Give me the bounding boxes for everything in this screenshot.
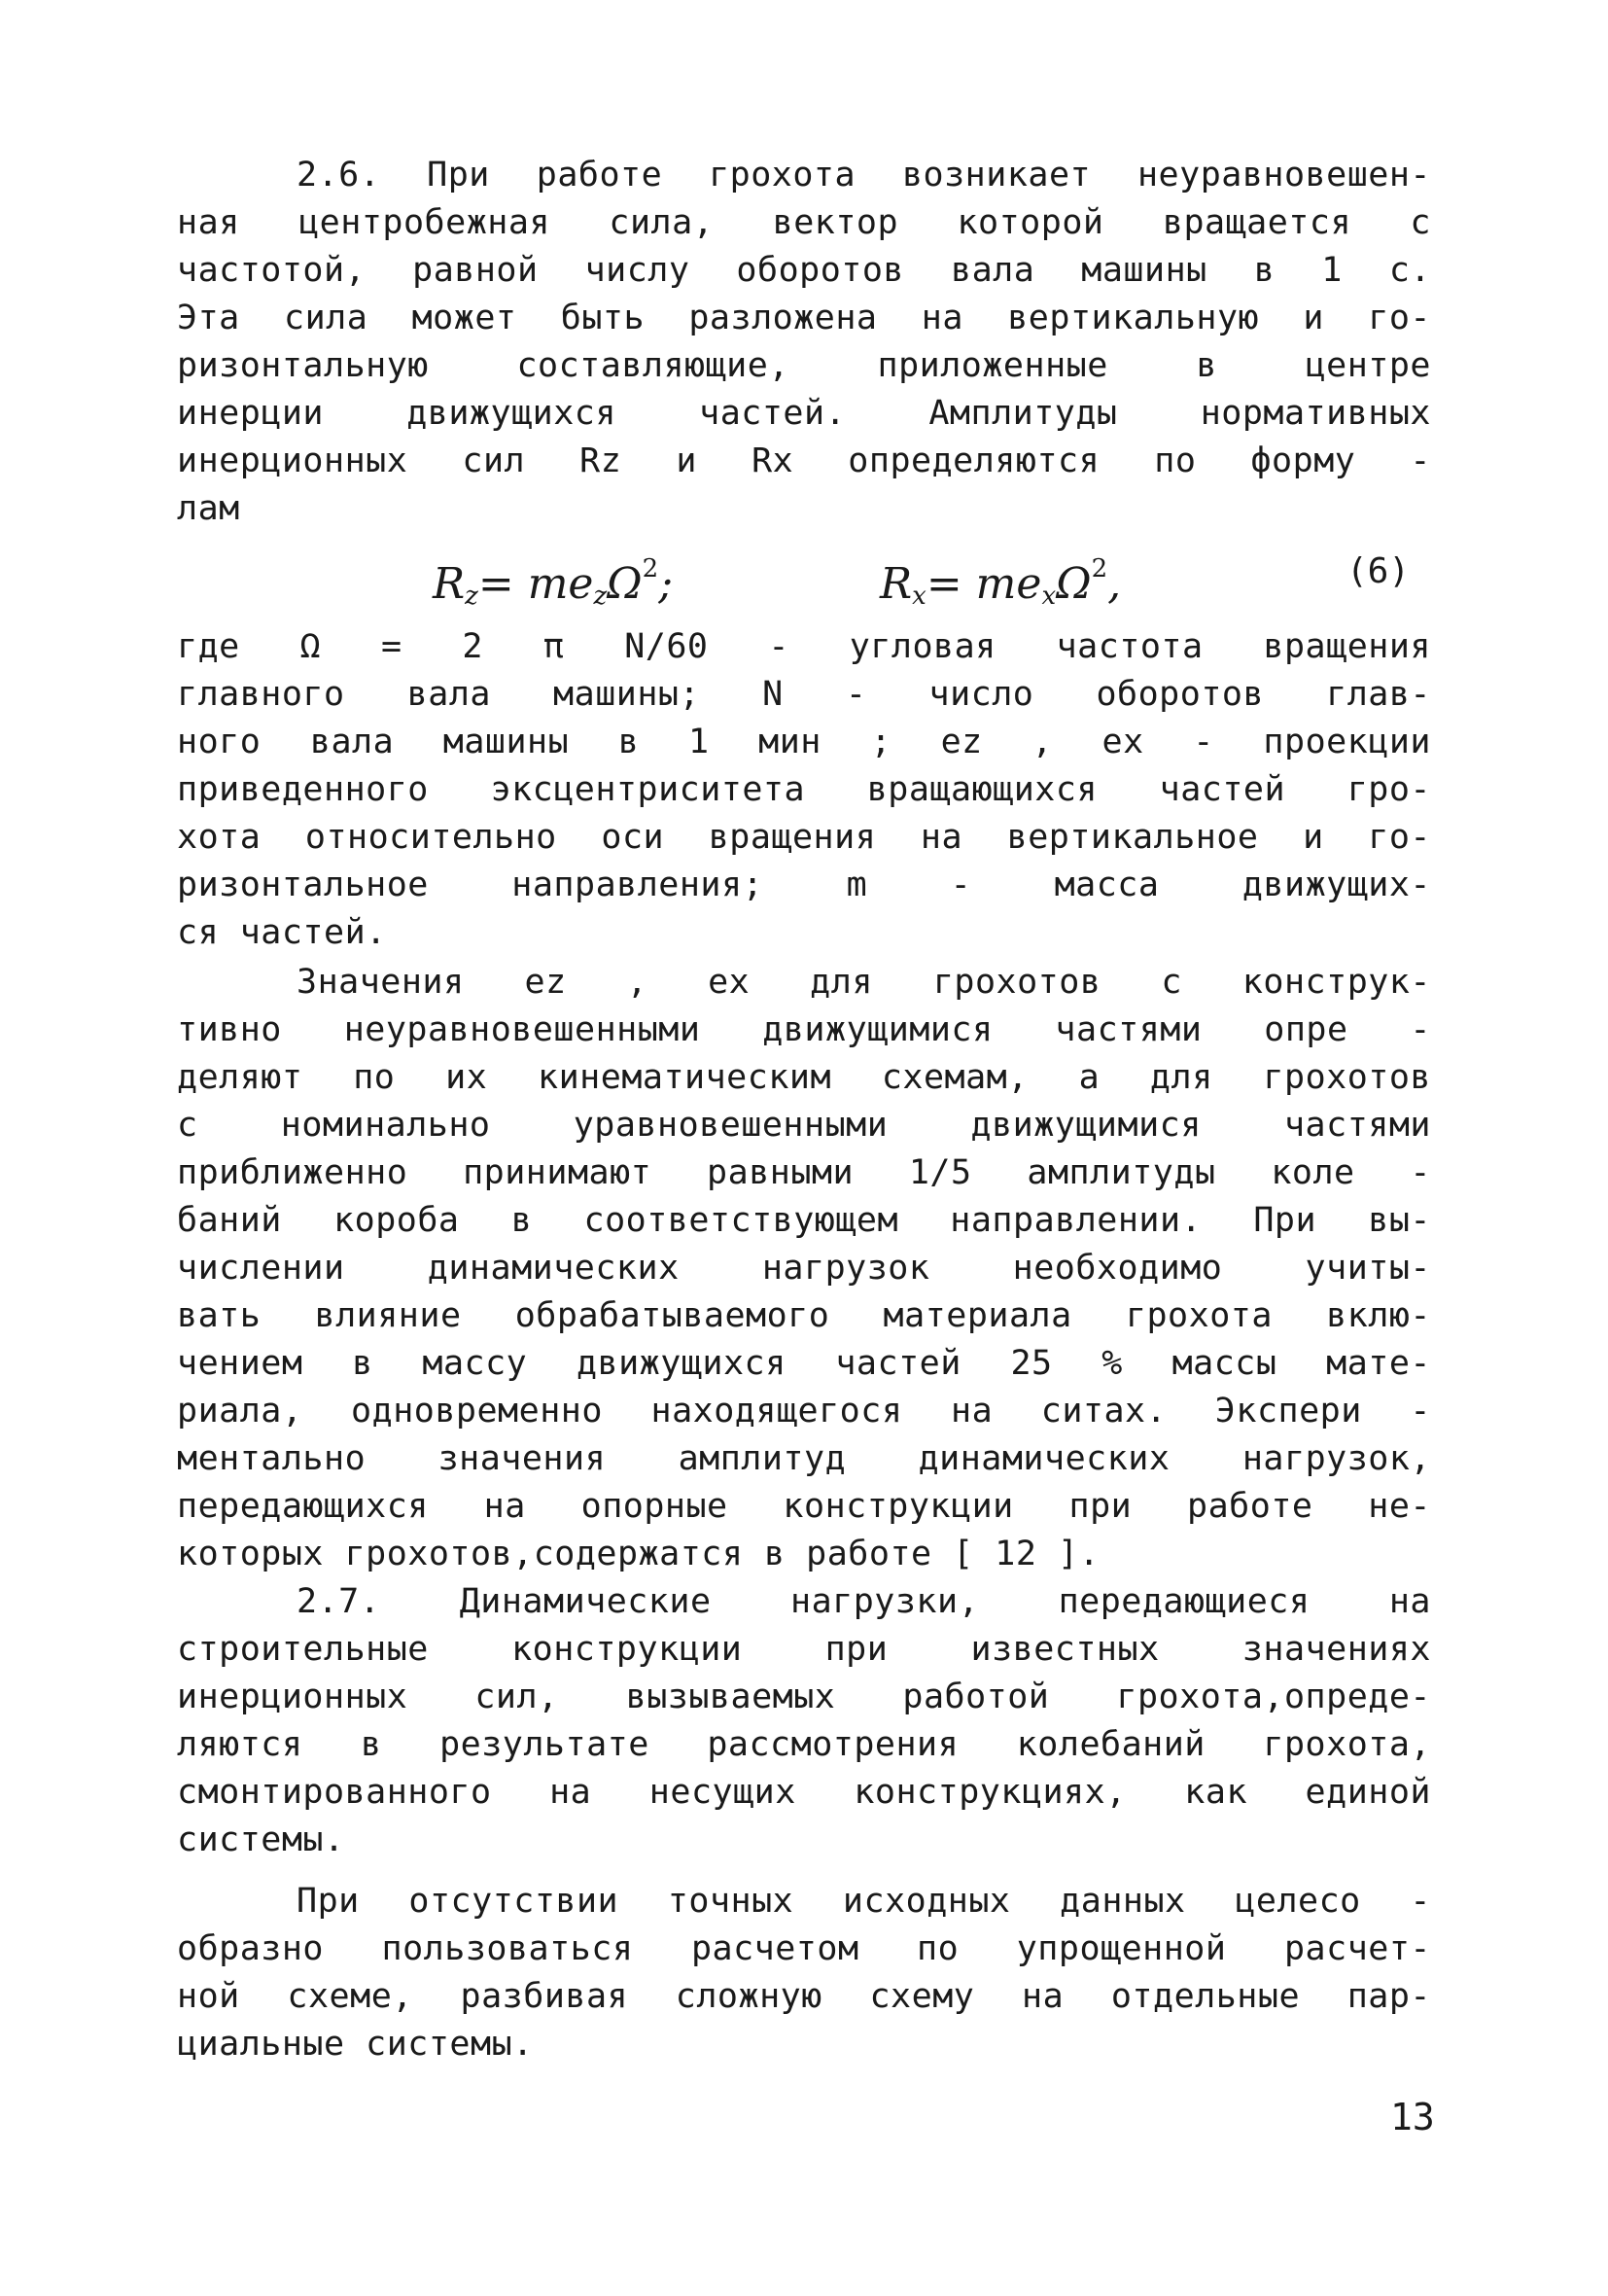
formula-number bbox=[1346, 540, 1410, 601]
text-line: инерции движущихся частей. Амплитуды нормативных bbox=[177, 394, 1431, 433]
text-line: деляют по их кинематическим схемам, а для грохотов bbox=[177, 1058, 1431, 1097]
text-line: ная центробежная сила, вектор которой вращается с bbox=[177, 203, 1431, 242]
text-line: ризонтальное направления; m - масса движущих- bbox=[177, 865, 1431, 904]
text-line: где Ω = 2 π N/60 - угловая частота вращения bbox=[177, 627, 1431, 666]
text-line: ментально значения амплитуд динамических нагрузок, bbox=[177, 1439, 1431, 1478]
text-line: главного вала машины; N - число оборотов глав- bbox=[177, 675, 1431, 714]
text-line: числении динамических нагрузок необходимо учиты- bbox=[177, 1249, 1431, 1288]
formula-superscript: 2 bbox=[1091, 554, 1108, 583]
text-line: инерционных сил Rz и Rx определяются по форму - bbox=[177, 442, 1431, 480]
formula-symbol: Ω bbox=[1056, 559, 1092, 609]
text-line: лам bbox=[177, 489, 240, 528]
text-line: передающихся на опорные конструкции при работе не- bbox=[177, 1487, 1431, 1526]
formula-rx bbox=[880, 540, 1121, 625]
formula-rz bbox=[433, 540, 673, 625]
text-line: с номинально уравновешенными движущимися частями bbox=[177, 1106, 1431, 1145]
text-line: Эта сила может быть разложена на вертикальную и го- bbox=[177, 299, 1431, 337]
formula-symbol: Ω bbox=[607, 559, 643, 609]
text-line: смонтированного на несущих конструкциях, как единой bbox=[177, 1773, 1431, 1812]
text-line: ного вала машины в 1 мин ; ez , ex - проекции bbox=[177, 723, 1431, 761]
text-line: вать влияние обрабатываемого материала грохота вклю- bbox=[177, 1296, 1431, 1335]
formula-subscript: x bbox=[912, 582, 926, 611]
formula-punct: , bbox=[1107, 559, 1122, 609]
formula-superscript: 2 bbox=[642, 554, 659, 583]
text-line: приведенного эксцентриситета вращающихся частей гро- bbox=[177, 770, 1431, 809]
formula-subscript: z bbox=[593, 582, 608, 611]
text-line: образно пользоваться расчетом по упрощенной расчет- bbox=[177, 1929, 1431, 1968]
formula-subscript: x bbox=[1041, 582, 1057, 611]
text-line: 2.7. Динамические нагрузки, передающиеся на bbox=[297, 1582, 1431, 1621]
text-line: частотой, равной числу оборотов вала машины в 1 с. bbox=[177, 251, 1431, 290]
text-line: инерционных сил, вызываемых работой грохота,опреде- bbox=[177, 1678, 1431, 1716]
text-line: Значения ez , ex для грохотов с конструк- bbox=[297, 963, 1431, 1002]
text-line: чением в массу движущихся частей 25 % массы мате- bbox=[177, 1344, 1431, 1383]
text-line: 2.6. При работе грохота возникает неуравновешен- bbox=[297, 156, 1431, 194]
text-line: которых грохотов,содержатся в работе [ 12 ]. bbox=[177, 1535, 1101, 1573]
formula-punct: ; bbox=[658, 559, 674, 609]
text-line: циальные системы. bbox=[177, 2025, 534, 2064]
text-line: ся частей. bbox=[177, 913, 387, 952]
text-line: системы. bbox=[177, 1820, 345, 1859]
formula-symbol: = me bbox=[477, 559, 594, 609]
text-line: риала, одновременно находящегося на ситах. Экспери - bbox=[177, 1392, 1431, 1431]
text-line: хота относительно оси вращения на вертикальное и го- bbox=[177, 818, 1431, 857]
text-line: ляются в результате рассмотрения колебаний грохота, bbox=[177, 1725, 1431, 1764]
text-line: ризонтальную составляющие, приложенные в центре bbox=[177, 346, 1431, 385]
page-number: 13 bbox=[1390, 2096, 1435, 2138]
formula-symbol: = me bbox=[926, 559, 1042, 609]
formula-symbol: R bbox=[433, 559, 466, 609]
formula-subscript: z bbox=[465, 582, 478, 611]
text-line: приближенно принимают равными 1/5 амплитуды коле - bbox=[177, 1153, 1431, 1192]
formula-symbol: R bbox=[880, 559, 913, 609]
text-line: При отсутствии точных исходных данных целесо - bbox=[297, 1882, 1431, 1921]
equation-number: (6) bbox=[1346, 551, 1411, 591]
text-line: баний короба в соответствующем направлении. При вы- bbox=[177, 1201, 1431, 1240]
text-line: тивно неуравновешенными движущимися частями опре - bbox=[177, 1010, 1431, 1049]
text-line: ной схеме, разбивая сложную схему на отдельные пар- bbox=[177, 1977, 1431, 2016]
text-line: строительные конструкции при известных значениях bbox=[177, 1630, 1431, 1669]
